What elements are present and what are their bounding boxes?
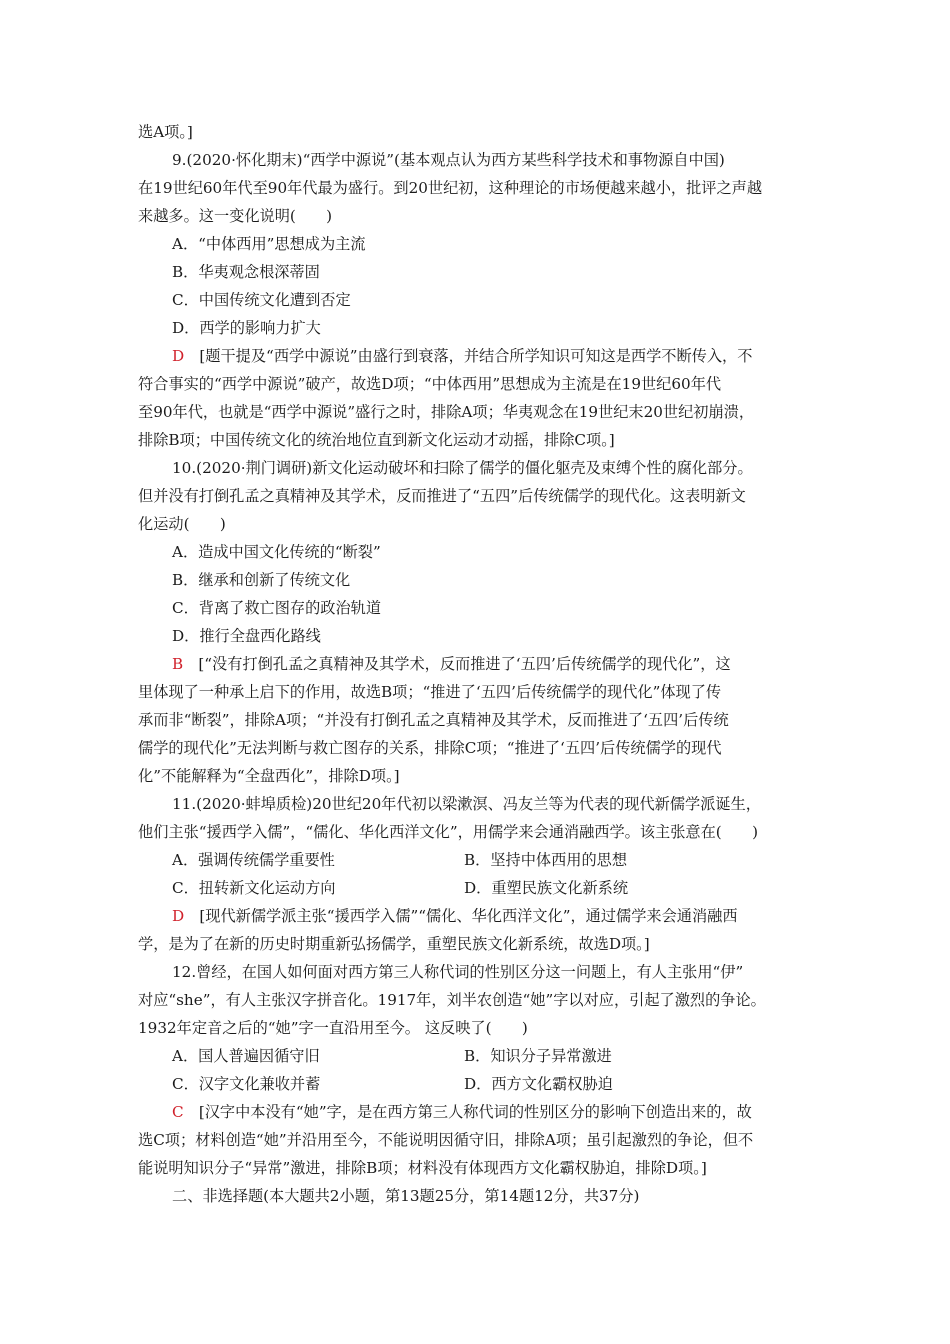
- option: D．西方文化霸权胁迫: [464, 1075, 613, 1093]
- text-line: 在19世纪60年代至90年代最为盛行。到20世纪初，这种理论的市场便越来越小，批评之声越: [138, 179, 763, 197]
- question-9-stem: 9.(2020·怀化期末)“西学中源说”(基本观点认为西方某些科学技术和事物源自中国): [172, 151, 725, 169]
- option-line: D．西学的影响力扩大: [172, 319, 321, 337]
- option: D．重塑民族文化新系统: [464, 879, 629, 897]
- option: B．知识分子异常激进: [464, 1047, 612, 1065]
- text-line: 至90年代，也就是“西学中源说”盛行之时，排除A项；华夷观念在19世纪末20世纪初崩溃，: [138, 403, 755, 421]
- document-page: [138, 118, 818, 1210]
- option-line: A．造成中国文化传统的“断裂”: [172, 543, 381, 561]
- answer-9: [138, 342, 818, 370]
- answer-text: [现代新儒学派主张“援西学入儒”“儒化、华化西洋文化”，通过儒学来会通消融西: [184, 907, 738, 925]
- text-line: 但并没有打倒孔孟之真精神及其学术，反而推进了“五四”后传统儒学的现代化。这表明新文: [138, 487, 746, 505]
- text-line: 选A项。]: [138, 123, 193, 141]
- question-10-stem: 10.(2020·荆门调研)新文化运动破坏和扫除了儒学的僵化躯壳及束缚个性的腐化部分。: [172, 459, 753, 477]
- text-line: 儒学的现代化”无法判断与救亡图存的关系，排除C项；“推进了‘五四’后传统儒学的现代: [138, 739, 722, 757]
- answer-letter: D: [172, 907, 185, 925]
- answer-11: [138, 902, 818, 930]
- answer-letter: D: [172, 347, 185, 365]
- text-line: 选C项；材料创造“她”并沿用至今，不能说明因循守旧，排除A项；虽引起激烈的争论，但不: [138, 1131, 754, 1149]
- option: A．国人普遍因循守旧: [172, 1047, 320, 1065]
- text-line: 学，是为了在新的历史时期重新弘扬儒学，重塑民族文化新系统，故选D项。]: [138, 935, 650, 953]
- answer-text: [“没有打倒孔孟之真精神及其学术，反而推进了‘五四’后传统儒学的现代化”，这: [183, 655, 731, 673]
- option-line: D．推行全盘西化路线: [172, 627, 321, 645]
- option: C．汉字文化兼收并蓄: [172, 1075, 321, 1093]
- text-line: 化运动( ): [138, 515, 226, 533]
- text-line: 里体现了一种承上启下的作用，故选B项；“推进了‘五四’后传统儒学的现代化”体现了传: [138, 683, 722, 701]
- text-line: 符合事实的“西学中源说”破产，故选D项；“中体西用”思想成为主流是在19世纪60年代: [138, 375, 722, 393]
- answer-letter: C: [172, 1103, 184, 1121]
- answer-text: [题干提及“西学中源说”由盛行到衰落，并结合所学知识可知这是西学不断传入，不: [184, 347, 753, 365]
- option-line: C．背离了救亡图存的政治轨道: [172, 599, 382, 617]
- question-11-stem: 11.(2020·蚌埠质检)20世纪20年代初以梁漱溟、冯友兰等为代表的现代新儒学派诞生，: [172, 795, 761, 813]
- text-line: 排除B项；中国传统文化的统治地位直到新文化运动才动摇，排除C项。]: [138, 431, 615, 449]
- option: A．强调传统儒学重要性: [172, 851, 335, 869]
- answer-12: [138, 1098, 818, 1126]
- option-row: [138, 874, 818, 902]
- option: C．扭转新文化运动方向: [172, 879, 336, 897]
- text-line: 他们主张“援西学入儒”，“儒化、华化西洋文化”，用儒学来会通消融西学。该主张意在( ): [138, 823, 759, 841]
- answer-10: [138, 650, 818, 678]
- text-line: 对应“she”，有人主张汉字拼音化。1917年，刘半农创造“她”字以对应，引起了激烈的争论。: [138, 991, 766, 1009]
- text-line: 化”不能解释为“全盘西化”，排除D项。]: [138, 767, 400, 785]
- answer-letter: B: [172, 655, 184, 673]
- option-line: A．“中体西用”思想成为主流: [172, 235, 366, 253]
- text-line: 能说明知识分子“异常”激进，排除B项；材料没有体现西方文化霸权胁迫，排除D项。]: [138, 1159, 707, 1177]
- answer-text: [汉字中本没有“她”字，是在西方第三人称代词的性别区分的影响下创造出来的，故: [183, 1103, 752, 1121]
- option-line: B．华夷观念根深蒂固: [172, 263, 320, 281]
- option-row: [138, 1070, 818, 1098]
- section-heading: 二、非选择题(本大题共2小题，第13题25分，第14题12分，共37分): [172, 1187, 640, 1205]
- text-line: 1932年定音之后的“她”字一直沿用至今。 这反映了( ): [138, 1019, 528, 1037]
- text-line: 承而非“断裂”，排除A项；“并没有打倒孔孟之真精神及其学术，反而推进了‘五四’后传统: [138, 711, 729, 729]
- option-row: [138, 846, 818, 874]
- text-line: 来越多。这一变化说明( ): [138, 207, 333, 225]
- option-row: [138, 1042, 818, 1070]
- question-12-stem: 12.曾经，在国人如何面对西方第三人称代词的性别区分这一问题上，有人主张用“伊”: [172, 963, 744, 981]
- option: B．坚持中体西用的思想: [464, 851, 628, 869]
- option-line: C．中国传统文化遭到否定: [172, 291, 351, 309]
- option-line: B．继承和创新了传统文化: [172, 571, 351, 589]
